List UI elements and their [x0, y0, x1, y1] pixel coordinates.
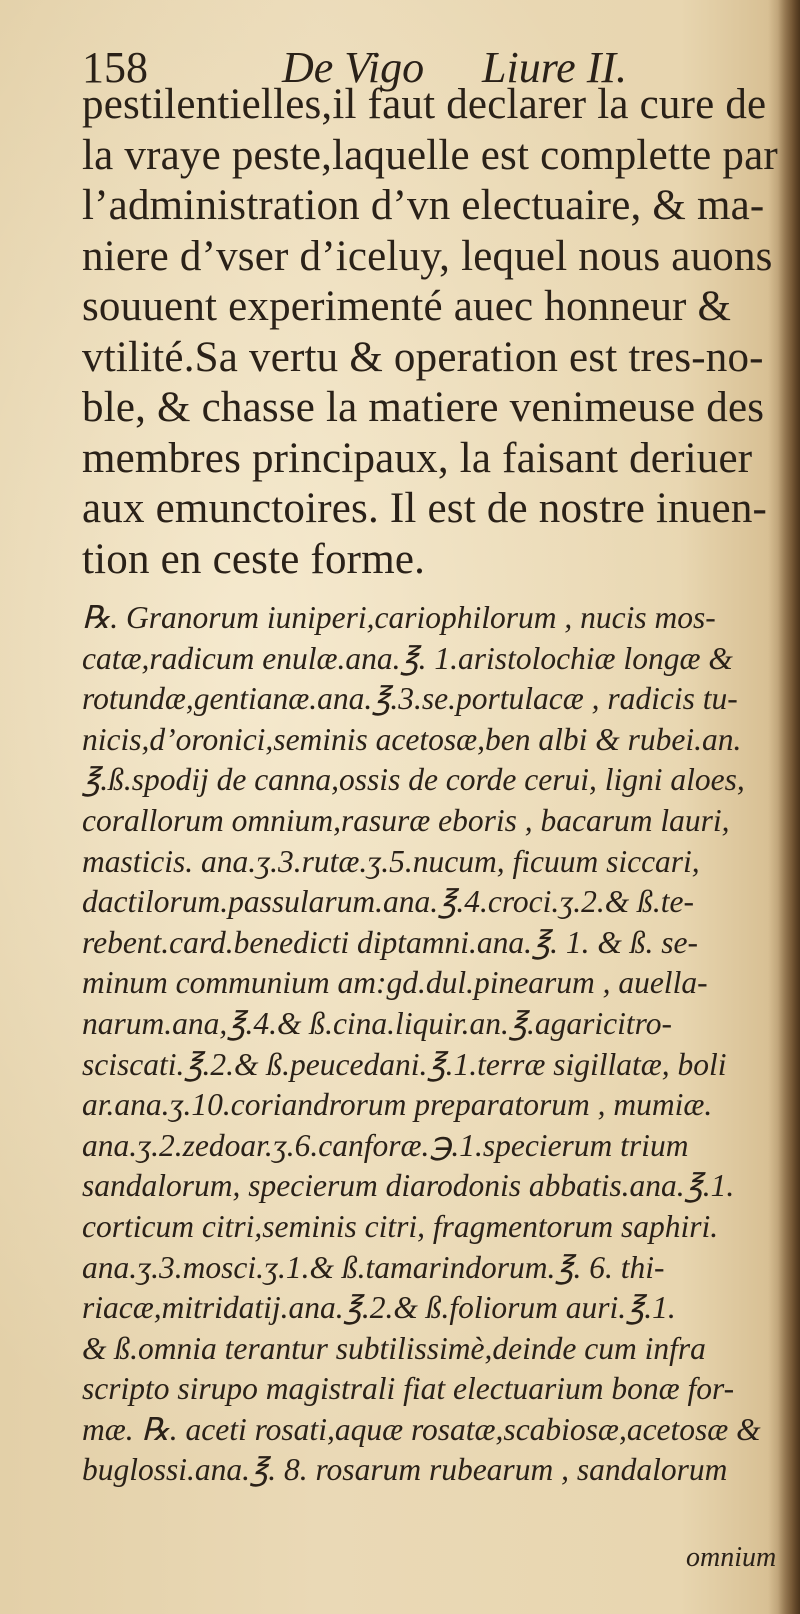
recipe-line: nicis,d’oronici,seminis acetosæ,ben albi & rubei.an. [82, 721, 742, 757]
recipe-line: rotundæ,gentianæ.ana.℥.3.se.portulacæ , radicis tu- [82, 681, 738, 717]
text-line: vtilité.Sa vertu & operation est tres-no- [82, 333, 764, 381]
recipe-line: narum.ana,℥.4.& ß.cina.liquir.an.℥.agaricitro- [82, 1005, 672, 1041]
catchword: omnium [686, 1542, 777, 1573]
recipe-line: scripto sirupo magistrali fiat electuarium bonæ for- [82, 1371, 735, 1407]
running-title-author: De Vigo [282, 43, 425, 92]
recipe-line: sandalorum, specierum diarodonis abbatis.ana.℥.1. [82, 1168, 735, 1204]
text-line: l’administration d’vn electuaire, & ma- [82, 182, 765, 229]
running-title-book: Liure II. [482, 43, 628, 92]
recipe-line: ℥.ß.spodij de canna,ossis de corde cerui, ligni aloes, [82, 762, 745, 798]
text-line: tion en ceste forme. [82, 535, 426, 583]
page-number: 158 [82, 43, 148, 92]
text-line: aux emunctoires. Il est de nostre inuen- [82, 485, 768, 532]
recipe-line: & ß.omnia terantur subtilissimè,deinde cum infra [82, 1330, 706, 1366]
recipe-line: sciscati.℥.2.& ß.peucedani.℥.1.terræ sigillatæ, boli [82, 1046, 727, 1082]
body-paragraph [82, 80, 782, 585]
recipe-line: corallorum omnium,rasuræ eboris , bacarum lauri, [82, 802, 730, 838]
recipe-line: corticum citri,seminis citri, fragmentorum saphiri. [82, 1208, 719, 1244]
text-line: membres principaux, la faisant deriuer [82, 434, 753, 482]
recipe-line: rebent.card.benedicti diptamni.ana.℥. 1. & ß. se- [82, 924, 699, 960]
recipe-line: buglossi.ana.℥. 8. rosarum rubearum , sandalorum [82, 1452, 728, 1488]
recipe-line: catæ,radicum enulæ.ana.℥. 1.aristolochiæ longæ & [82, 640, 733, 676]
recipe-line: ana.ʒ.3.mosci.ʒ.1.& ß.tamarindorum.℥. 6. thi- [82, 1249, 665, 1285]
recipe-line: riacæ,mitridatij.ana.℥.2.& ß.foliorum auri.℥.1. [82, 1290, 676, 1326]
recipe-line: minum communium am:gd.dul.pinearum , auella- [82, 965, 708, 1001]
recipe-line: ar.ana.ʒ.10.coriandrorum preparatorum , mumiæ. [82, 1087, 713, 1123]
text-line: la vraye peste,laquelle est complette par [82, 131, 778, 179]
recipe-line: masticis. ana.ʒ.3.rutæ.ʒ.5.nucum, ficuum siccari, [82, 843, 700, 879]
recipe-line: ℞. Granorum iuniperi,cariophilorum , nucis mos- [82, 600, 716, 635]
recipe-paragraph [82, 598, 782, 1491]
text-line: ble, & chasse la matiere venimeuse des [82, 384, 765, 431]
recipe-line: mæ. ℞. aceti rosati,aquæ rosatæ,scabiosæ,acetosæ & [82, 1411, 761, 1447]
recipe-line: ana.ʒ.2.zedoar.ʒ.6.canforæ.℈.1.specierum trium [82, 1127, 689, 1163]
recipe-line: dactilorum.passularum.ana.℥.4.croci.ʒ.2.& ß.te- [82, 884, 694, 920]
text-line: souuent experimenté auec honneur & [82, 283, 732, 330]
text-line: pestilentielles,il faut declarer la cure de [82, 81, 767, 128]
text-line: niere d’vser d’iceluy, lequel nous auons [82, 232, 773, 280]
